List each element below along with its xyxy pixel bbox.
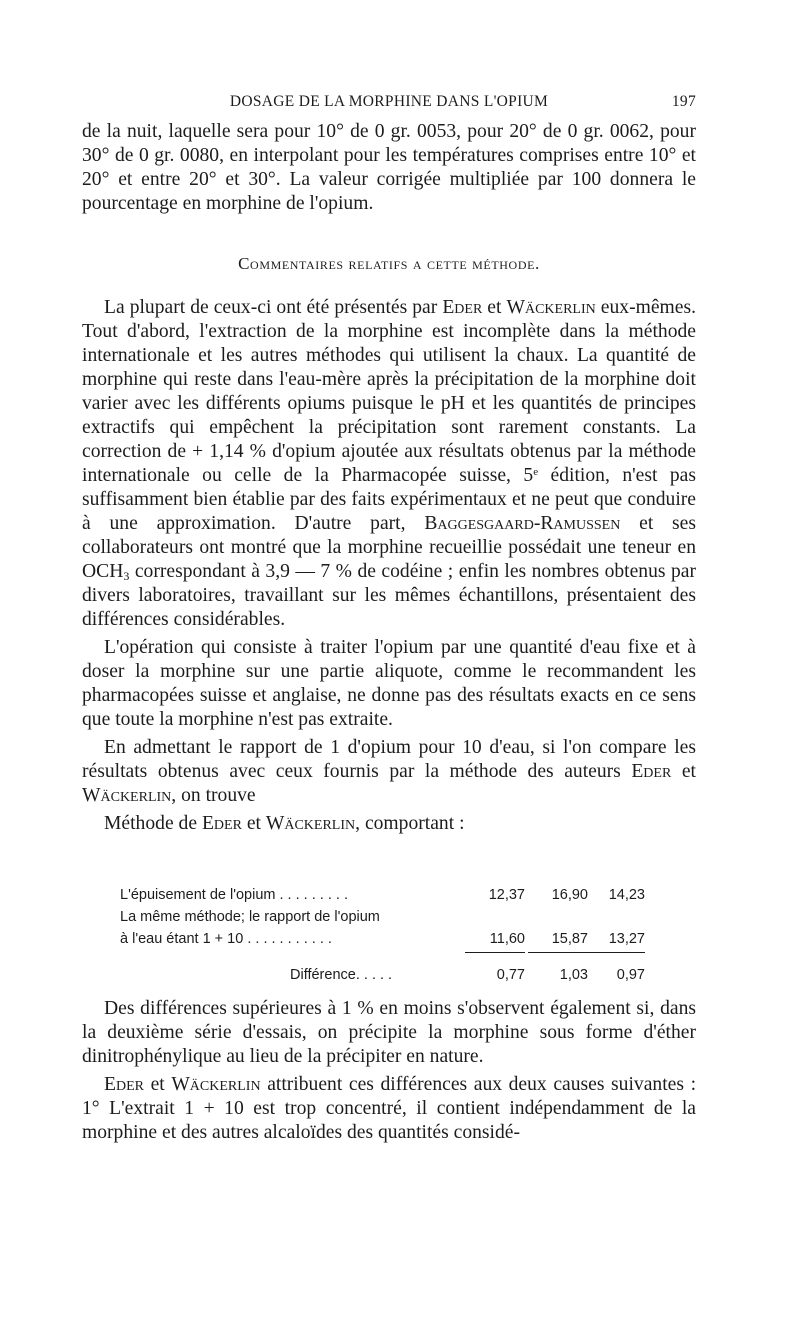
paragraph-causes <box>82 1073 696 1145</box>
table-cell: 1,03 <box>559 967 588 983</box>
main-text <box>82 120 696 836</box>
running-title: DOSAGE DE LA MORPHINE DANS L'OPIUM <box>229 93 549 110</box>
table-rule <box>585 952 645 953</box>
paragraph-commentary <box>82 296 696 632</box>
table-row <box>120 884 645 906</box>
author-name-baggesgaard: Baggesgaard-Ramussen <box>424 513 621 534</box>
table-cell: 15,87 <box>551 931 588 947</box>
table-rule <box>465 952 525 953</box>
text-run: En admettant le rapport de 1 d'opium pour 10 d'eau, si l'on compare les résultats obtenus avec ceux fournis par la méthode des auteurs <box>82 737 696 782</box>
row-label: Différence. . . . . <box>290 967 393 983</box>
page-number: 197 <box>671 93 696 110</box>
running-header <box>82 93 696 115</box>
table-row <box>120 906 645 928</box>
text-run: correspondant à 3,9 — 7 % de codéine ; enfin les nombres obtenus par divers laboratoires, travaillant sur les mêmes échantillons, présentaient des différences considérables. <box>82 561 696 630</box>
author-name-eder: Eder <box>201 813 242 834</box>
table-cell: 0,97 <box>616 967 645 983</box>
text-run: et <box>671 761 696 782</box>
author-name-eder: Eder <box>442 297 483 318</box>
paragraph-operation: L'opération qui consiste à traiter l'opium par une quantité d'eau fixe et à doser la morphine sur une partie aliquote, comme le recommandent les pharmacopées suisse et anglaise, ne donne pas des résultats exacts en ce sens que toute la morphine n'est pas extraite. <box>82 637 696 730</box>
table-cell: 14,23 <box>608 887 645 903</box>
text-run: , on trouve <box>171 785 256 806</box>
row-label: La même méthode; le rapport de l'opium <box>120 909 380 925</box>
text-run: et <box>482 297 507 318</box>
text-run: attribuent ces différences aux deux causes suivantes : 1° L'extrait 1 + 10 est trop concentré, il contient indépendamment de la morphine et des autres alcaloïdes des quantités considé- <box>82 1074 697 1143</box>
text-run: , comportant : <box>355 813 465 834</box>
text-run: et <box>241 813 266 834</box>
row-label: L'épuisement de l'opium . . . . . . . . . <box>120 887 348 903</box>
text-run: et ses collaborateurs ont montré que la morphine recueillie possédait une teneur en OCH <box>82 513 696 582</box>
subscript: 3 <box>123 569 130 583</box>
row-label: à l'eau étant 1 + 10 . . . . . . . . . . . <box>120 931 332 947</box>
text-run: eux-mêmes. Tout d'abord, l'extraction de la morphine est incomplète dans la méthode internationale et les autres méthodes qui utilisent la chaux. La quantité de morphine qui reste dans l'eau-mère après la précipitation de la morphine doit varier avec les différents opiums puisque le pH et les quantités de principes extractifs qui empêchent la précipitation sont rarement constants. La correction de + 1,14 % d'opium ajoutée aux résultats obtenus par la méthode internationale ou celle de la Pharmacopée suisse, 5 <box>82 297 697 486</box>
table-cell: 11,60 <box>489 931 525 947</box>
paragraph-continuation: de la nuit, laquelle sera pour 10° de 0 gr. 0053, pour 20° de 0 gr. 0062, pour 30° de 0 gr. 0080, en interpolant pour les températures comprises entre 10° et 20° et entre 20° et 30°. La valeur corrigée multipliée par 100 donnera le pourcentage en morphine de l'opium. <box>82 121 696 214</box>
text-run: Méthode de <box>104 813 202 834</box>
text-run: édition, n'est pas suffisamment bien établie par des faits expérimentaux et ne peut que conduire à une approximation. D'autre part, <box>82 465 696 534</box>
author-name-wackerlin: Wäckerlin <box>506 297 596 318</box>
text-run: La plupart de ceux-ci ont été présentés par <box>104 297 443 318</box>
author-name-wackerlin: Wäckerlin <box>171 1074 261 1095</box>
results-table <box>120 884 645 986</box>
paragraph-comparison <box>82 736 696 808</box>
paragraph-method-intro <box>82 812 696 836</box>
superscript: e <box>533 466 539 478</box>
author-name-wackerlin: Wäckerlin <box>265 813 356 834</box>
author-name-eder: Eder <box>104 1074 144 1095</box>
text-run: et <box>143 1074 172 1095</box>
table-cell: 0,77 <box>496 967 525 983</box>
author-name-eder: Eder <box>631 761 672 782</box>
paragraph-differences: Des différences supérieures à 1 % en moins s'observent également si, dans la deuxième série d'essais, on précipite la morphine sous forme d'éther dinitrophénylique au lieu de la précipiter en nature. <box>82 998 696 1067</box>
table-row <box>120 964 645 986</box>
table-rule <box>528 952 588 953</box>
lower-text <box>82 997 696 1145</box>
table-cell: 16,90 <box>551 887 588 903</box>
table-cell: 12,37 <box>488 887 525 903</box>
table-cell: 13,27 <box>608 931 645 947</box>
table-row <box>120 928 645 950</box>
author-name-wackerlin: Wäckerlin <box>82 785 172 806</box>
section-heading: Commentaires relatifs a cette méthode. <box>238 254 540 273</box>
